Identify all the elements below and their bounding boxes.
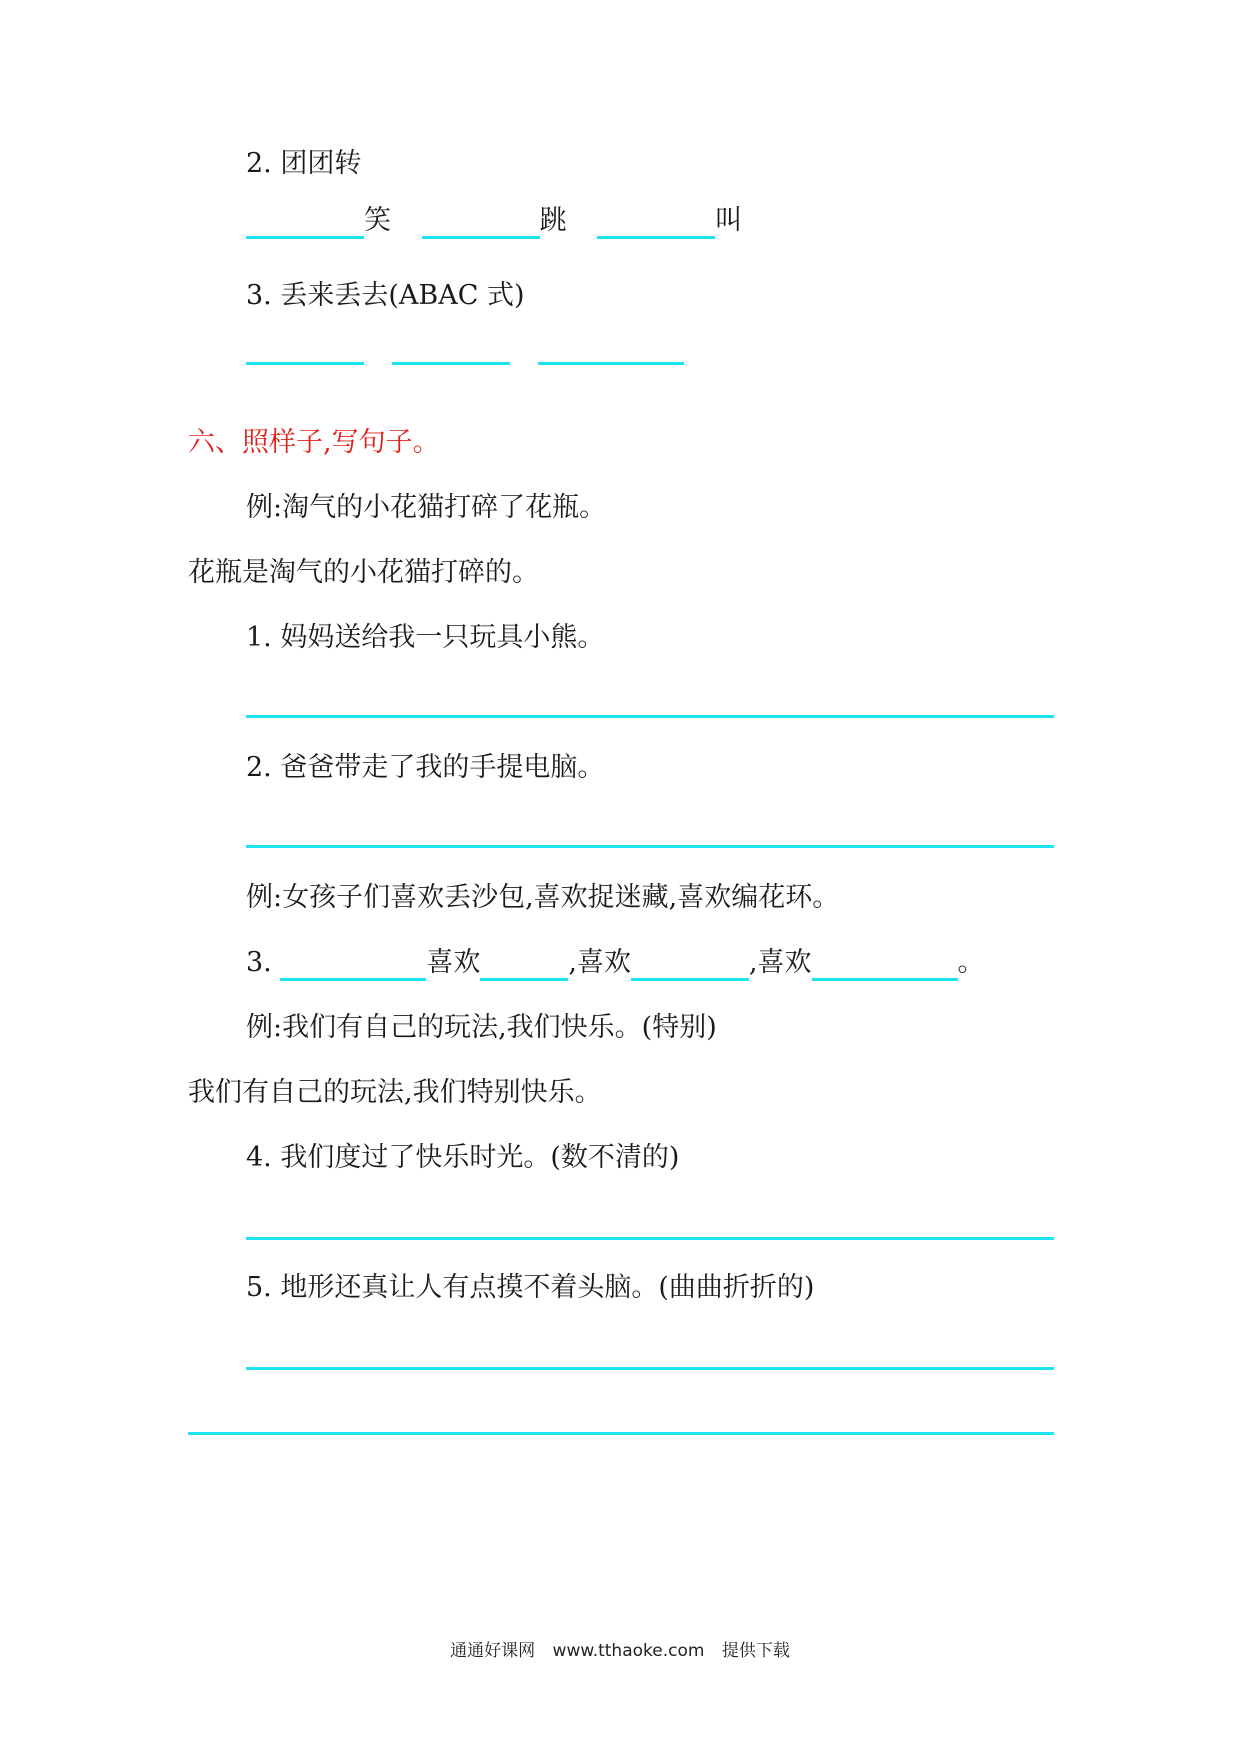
comma: , [568, 947, 577, 978]
example-1-answer: 花瓶是淘气的小花猫打碎的。 [188, 557, 539, 588]
question-3-label: 3. 丢来丢去(ABAC 式) [246, 280, 525, 311]
word-like: 喜欢 [757, 947, 812, 978]
answer-blank[interactable] [812, 948, 958, 981]
answer-blank[interactable] [246, 206, 364, 239]
answer-line[interactable] [246, 1237, 1054, 1240]
answer-blank[interactable] [597, 206, 715, 239]
answer-blank[interactable] [480, 948, 568, 981]
example-2: 例:女孩子们喜欢丢沙包,喜欢捉迷藏,喜欢编花环。 [246, 882, 840, 913]
footer-site-name: 通通好课网 [450, 1641, 536, 1661]
answer-blank[interactable] [422, 206, 540, 239]
answer-blank[interactable] [246, 362, 364, 365]
answer-line[interactable] [246, 715, 1054, 718]
answer-blank[interactable] [280, 948, 426, 981]
answer-blank[interactable] [538, 362, 684, 365]
example-1: 例:淘气的小花猫打碎了花瓶。 [246, 492, 607, 523]
answer-line[interactable] [246, 845, 1054, 848]
question-3-row [246, 945, 985, 981]
answer-blank[interactable] [392, 362, 510, 365]
question-1: 1. 妈妈送给我一只玩具小熊。 [246, 622, 605, 653]
question-2-blanks-row [246, 203, 742, 239]
question-2: 2. 爸爸带走了我的手提电脑。 [246, 752, 605, 783]
word-like: 喜欢 [576, 947, 631, 978]
answer-line[interactable] [188, 1432, 1054, 1435]
answer-line[interactable] [246, 1367, 1054, 1370]
question-3-number: 3. [246, 947, 272, 978]
comma: , [748, 947, 758, 978]
period: 。 [957, 947, 985, 978]
section-title: 六、照样子,写句子。 [188, 427, 440, 458]
question-2-label: 2. 团团转 [246, 148, 362, 179]
word-jump: 跳 [539, 205, 567, 236]
word-like: 喜欢 [426, 947, 481, 978]
question-5: 5. 地形还真让人有点摸不着头脑。(曲曲折折的) [246, 1272, 815, 1303]
answer-blank[interactable] [631, 948, 749, 981]
word-laugh: 笑 [364, 205, 391, 236]
example-3: 例:我们有自己的玩法,我们快乐。(特别) [246, 1012, 717, 1043]
question-4: 4. 我们度过了快乐时光。(数不清的) [246, 1142, 680, 1173]
footer-suffix: 提供下载 [721, 1641, 790, 1661]
example-3-answer: 我们有自己的玩法,我们特别快乐。 [188, 1077, 602, 1108]
page-footer [0, 1636, 1240, 1661]
footer-url[interactable]: www.tthaoke.com [552, 1641, 705, 1661]
word-call: 叫 [715, 205, 743, 236]
